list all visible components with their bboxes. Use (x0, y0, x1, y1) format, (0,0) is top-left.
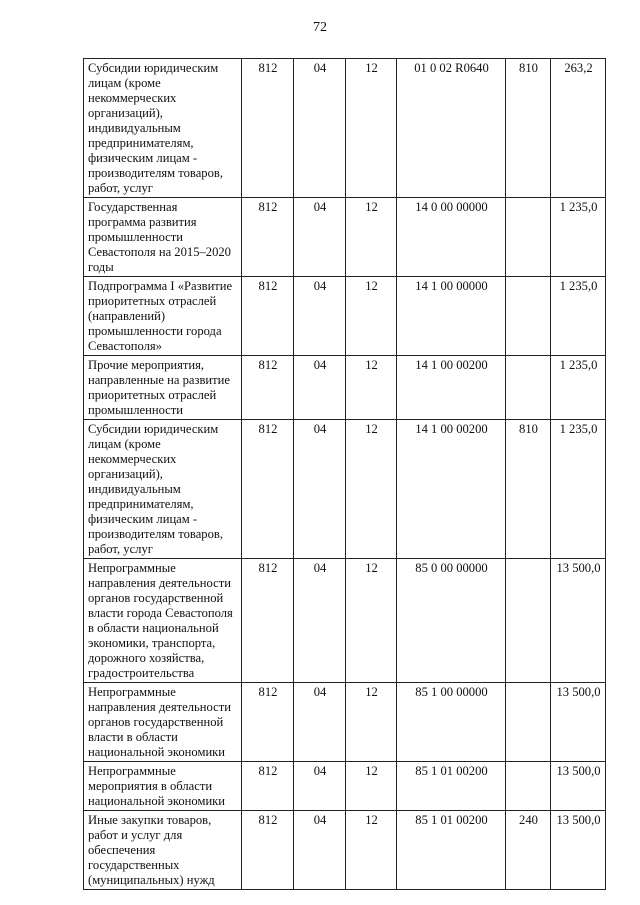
amount-cell: 13 500,0 (551, 559, 606, 683)
row-name-cell: Иные закупки товаров, работ и услуг для обеспечения государственных (муниципальных) нужд (84, 811, 242, 890)
expense-type-cell: 810 (506, 420, 551, 559)
row-name-cell: Прочие мероприятия, направленные на развитие приоритетных отраслей промышленности (84, 356, 242, 420)
table-row (84, 559, 606, 683)
table-row (84, 683, 606, 762)
amount-cell: 1 235,0 (551, 198, 606, 277)
amount-cell: 263,2 (551, 59, 606, 198)
section-code-cell: 04 (294, 277, 346, 356)
row-name-cell: Субсидии юридическим лицам (кроме некоммерческих организаций), индивидуальным предпринимателям, физическим лицам - производителям товаров, работ, услуг (84, 420, 242, 559)
target-article-cell: 85 1 00 00000 (397, 683, 506, 762)
section-code-cell: 04 (294, 198, 346, 277)
section-code-cell: 04 (294, 762, 346, 811)
table-row (84, 420, 606, 559)
budget-table (83, 58, 606, 890)
row-name-cell: Государственная программа развития промышленности Севастополя на 2015–2020 годы (84, 198, 242, 277)
target-article-cell: 85 0 00 00000 (397, 559, 506, 683)
section-code-cell: 04 (294, 811, 346, 890)
section-code-cell: 04 (294, 420, 346, 559)
section-code-cell: 04 (294, 356, 346, 420)
section-code-cell: 04 (294, 559, 346, 683)
row-name-cell: Непрограммные мероприятия в области национальной экономики (84, 762, 242, 811)
expense-type-cell (506, 356, 551, 420)
section-code-cell: 04 (294, 683, 346, 762)
subsection-code-cell: 12 (346, 683, 397, 762)
table-row (84, 198, 606, 277)
subsection-code-cell: 12 (346, 198, 397, 277)
table-row (84, 762, 606, 811)
amount-cell: 13 500,0 (551, 683, 606, 762)
target-article-cell: 14 1 00 00000 (397, 277, 506, 356)
target-article-cell: 14 1 00 00200 (397, 420, 506, 559)
expense-type-cell (506, 277, 551, 356)
grbs-code-cell: 812 (242, 559, 294, 683)
subsection-code-cell: 12 (346, 762, 397, 811)
expense-type-cell (506, 198, 551, 277)
section-code-cell: 04 (294, 59, 346, 198)
expense-type-cell: 240 (506, 811, 551, 890)
subsection-code-cell: 12 (346, 277, 397, 356)
grbs-code-cell: 812 (242, 59, 294, 198)
amount-cell: 13 500,0 (551, 762, 606, 811)
grbs-code-cell: 812 (242, 683, 294, 762)
grbs-code-cell: 812 (242, 762, 294, 811)
grbs-code-cell: 812 (242, 420, 294, 559)
table-row (84, 811, 606, 890)
subsection-code-cell: 12 (346, 420, 397, 559)
amount-cell: 13 500,0 (551, 811, 606, 890)
grbs-code-cell: 812 (242, 356, 294, 420)
grbs-code-cell: 812 (242, 811, 294, 890)
expense-type-cell (506, 683, 551, 762)
target-article-cell: 85 1 01 00200 (397, 762, 506, 811)
budget-table-body (84, 59, 606, 890)
target-article-cell: 14 0 00 00000 (397, 198, 506, 277)
row-name-cell: Подпрограмма I «Развитие приоритетных отраслей (направлений) промышленности города Севастополя» (84, 277, 242, 356)
page-number: 72 (313, 20, 327, 35)
row-name-cell: Непрограммные направления деятельности органов государственной власти города Севастополя в области национальной экономики, транспорта, дорожного хозяйства, градостроительства (84, 559, 242, 683)
grbs-code-cell: 812 (242, 277, 294, 356)
subsection-code-cell: 12 (346, 811, 397, 890)
table-row (84, 59, 606, 198)
target-article-cell: 85 1 01 00200 (397, 811, 506, 890)
expense-type-cell (506, 762, 551, 811)
amount-cell: 1 235,0 (551, 420, 606, 559)
table-row (84, 356, 606, 420)
row-name-cell: Субсидии юридическим лицам (кроме некоммерческих организаций), индивидуальным предпринимателям, физическим лицам - производителям товаров, работ, услуг (84, 59, 242, 198)
expense-type-cell: 810 (506, 59, 551, 198)
subsection-code-cell: 12 (346, 356, 397, 420)
subsection-code-cell: 12 (346, 59, 397, 198)
target-article-cell: 14 1 00 00200 (397, 356, 506, 420)
target-article-cell: 01 0 02 R0640 (397, 59, 506, 198)
subsection-code-cell: 12 (346, 559, 397, 683)
amount-cell: 1 235,0 (551, 356, 606, 420)
expense-type-cell (506, 559, 551, 683)
row-name-cell: Непрограммные направления деятельности органов государственной власти в области национальной экономики (84, 683, 242, 762)
grbs-code-cell: 812 (242, 198, 294, 277)
table-row (84, 277, 606, 356)
amount-cell: 1 235,0 (551, 277, 606, 356)
